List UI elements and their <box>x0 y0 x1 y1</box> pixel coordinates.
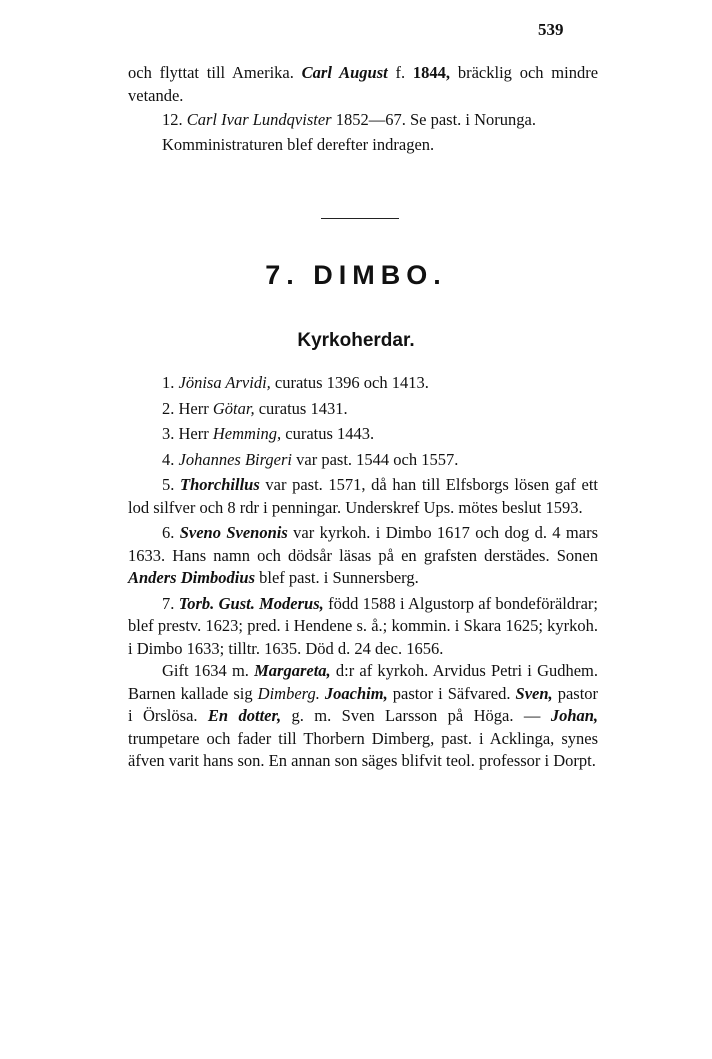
page-number: 539 <box>538 20 564 39</box>
entry-6: 6. Sveno Svenonis var kyrkoh. i Dimbo 1617 och dog d. 4 mars 1633. Hans namn och dödsår läsas på en grafsten derstädes. Sonen Anders Dimbodius blef past. i Sunnersberg. <box>128 523 598 587</box>
entry-4: 4. Johannes Birgeri var past. 1544 och 1557. <box>162 449 459 469</box>
intro-paragraph-3: Komministraturen blef derefter indragen. <box>162 134 435 154</box>
entry-5: 5. Thorchillus var past. 1571, då han till Elfsborgs lösen gaf ett lod silfver och 8 rdr i penningar. Underskref Ups. mötes beslut 1593. <box>128 475 598 517</box>
entry-7: 7. Torb. Gust. Moderus, född 1588 i Algustorp af bondeföräldrar; blef prestv. 1623; pred. i Hendene s. å.; kommin. i Skara 1625; kyrkoh. i Dimbo 1633; tilltr. 1635. Död d. 24 dec. 1656. <box>128 593 598 658</box>
entry-1: 1. Jönisa Arvidi, curatus 1396 och 1413. <box>162 373 429 392</box>
intro-paragraph-2: 12. Carl Ivar Lundqvister 1852—67. Se past. i Norunga. <box>162 110 536 129</box>
subheading: Kyrkoherdar. <box>297 330 415 351</box>
entry-7-continuation: Gift 1634 m. Margareta, d:r af kyrkoh. Arvidus Petri i Gudhem. Barnen kallade sig Dimberg. Joachim, pastor i Säfvared. Sven, pastor i Örslösa. En dotter, g. m. Sven Larsson på Höga. — Johan, trumpetare och fader till Thorbern Dimberg, past. i Acklinga, synes äfven varit hans son. En annan son säges blifvit teol. professor i Dorpt. <box>128 661 599 770</box>
section-title: 7. DIMBO. <box>265 260 447 290</box>
intro-block <box>128 62 598 156</box>
entry-3: 3. Herr Hemming, curatus 1443. <box>162 424 375 443</box>
entries-block <box>128 372 598 773</box>
section-divider <box>321 218 399 219</box>
entry-2: 2. Herr Götar, curatus 1431. <box>162 398 348 418</box>
intro-paragraph-1: och flyttat till Amerika. Carl August f. 1844, bräcklig och mindre vetande. <box>128 63 599 105</box>
